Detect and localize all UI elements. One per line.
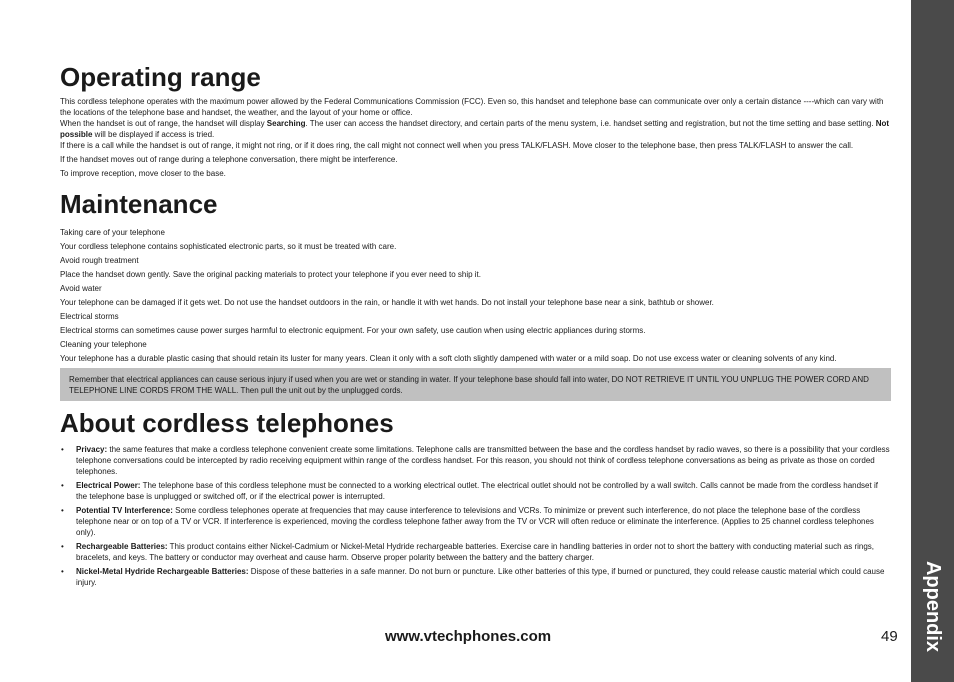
list-item — [60, 480, 891, 502]
list-item-label: Privacy: — [76, 445, 108, 454]
maintenance-paragraph: Avoid rough treatment — [60, 256, 139, 265]
text-run: will be displayed if access is tried. — [92, 130, 215, 139]
operating-range-heading: Operating range — [60, 62, 261, 92]
list-item-text: The telephone base of this cordless telephone must be connected to a working electrical outlet. The electrical outlet should not be controlled by a wall switch. Calls cannot be made from the cordless handset if the telephone base is unplugged or switched off, or if the electrical power is interrupted. — [76, 481, 878, 501]
maintenance-paragraph: Electrical storms can sometimes cause power surges harmful to electronic equipment. For your own safety, use caution when using electric appliances during storms. — [60, 326, 646, 335]
about-cordless-section — [60, 408, 891, 588]
about-cordless-heading: About cordless telephones — [60, 408, 394, 438]
list-item-label: Potential TV Interference: — [76, 506, 173, 515]
operating-range-section — [60, 62, 891, 179]
list-item-text: Dispose of these batteries in a safe manner. Do not burn or puncture. Like other batteries of this type, if burned or punctured, they could release caustic material which could cause injury. — [76, 567, 885, 587]
list-item — [60, 505, 891, 538]
page-number: 49 — [881, 628, 898, 645]
appendix-tab-label: Appendix — [922, 560, 944, 652]
list-item — [60, 541, 891, 563]
maintenance-paragraph: Taking care of your telephone — [60, 228, 165, 237]
list-item-text: This product contains either Nickel-Cadmium or Nickel-Metal Hydride rechargeable batteries. Exercise care in handling batteries in order not to short the battery with conducting material such as rings, bracelets, and keys. The battery or conductor may overheat and cause harm. Observe proper polarity between the battery and the battery charger. — [76, 542, 874, 562]
appendix-tab — [911, 530, 954, 682]
page-content — [60, 62, 891, 591]
maintenance-heading: Maintenance — [60, 189, 218, 219]
maintenance-paragraph: Cleaning your telephone — [60, 340, 147, 349]
list-item — [60, 444, 891, 477]
operating-range-paragraph — [60, 118, 891, 140]
maintenance-paragraph: Electrical storms — [60, 312, 119, 321]
sidebar-strip — [911, 0, 954, 530]
about-cordless-list — [60, 444, 891, 588]
list-item-text: the same features that make a cordless telephone convenient create some limitations. Telephone calls are transmitted between the base and the cordless handset by radio waves, so there is a possibility that your cordless telephone conversations could be intercepted by radio receiving equipment within range of the cordless handset. For this reason, you should not think of cordless telephone conversations as being as private as those on corded telephones. — [76, 445, 890, 476]
operating-range-paragraph: This cordless telephone operates with the maximum power allowed by the Federal Communications Commission (FCC). Even so, this handset and telephone base can communicate over only a certain distance ----which can vary with the locations of the telephone base and handset, the weather, and the layout of your home or office. — [60, 97, 884, 117]
text-run: . The user can access the handset directory, and certain parts of the menu system, i.e. handset setting and registration, but not the time setting and base setting. — [305, 119, 876, 128]
maintenance-paragraph: Your telephone can be damaged if it gets wet. Do not use the handset outdoors in the rain, or handle it with wet hands. Do not install your telephone base near a sink, bathtub or shower. — [60, 298, 714, 307]
safety-note-box: Remember that electrical appliances can cause serious injury if used when you are wet or standing in water. If your telephone base should fall into water, DO NOT RETRIEVE IT UNTIL YOU UNPLUG THE POWER CORD AND TELEPHONE LINE CORDS FROM THE WALL. Then pull the unit out by the unplugged cords. — [60, 368, 891, 401]
maintenance-paragraph: Avoid water — [60, 284, 102, 293]
maintenance-paragraph: Your cordless telephone contains sophisticated electronic parts, so it must be treated with care. — [60, 242, 397, 251]
list-item — [60, 566, 891, 588]
list-item-label: Electrical Power: — [76, 481, 141, 490]
maintenance-section — [60, 189, 891, 401]
text-run: When the handset is out of range, the handset will display — [60, 119, 267, 128]
operating-range-paragraph: If the handset moves out of range during a telephone conversation, there might be interference. — [60, 155, 398, 164]
footer-url-link[interactable]: www.vtechphones.com — [385, 628, 552, 645]
operating-range-paragraph: If there is a call while the handset is out of range, it might not ring, or if it does ring, the call might not connect well when you press TALK/FLASH. Move closer to the telephone base, then press TALK/FLASH to answer the call. — [60, 141, 854, 150]
list-item-label: Rechargeable Batteries: — [76, 542, 168, 551]
not-possible-label: Not possible — [60, 119, 890, 139]
operating-range-paragraph: To improve reception, move closer to the base. — [60, 169, 226, 178]
list-item-label: Nickel-Metal Hydride Rechargeable Batteries: — [76, 567, 249, 576]
list-item-text: Some cordless telephones operate at frequencies that may cause interference to televisions and VCRs. To minimize or prevent such interference, do not place the telephone base of the cordless telephone near or on top of a TV or VCR. If interference is experienced, moving the cordless telephone father away from the TV or VCR will often reduce or eliminate the interference. (Applies to 25 channel cordless telephones only). — [76, 506, 874, 537]
searching-label: Searching — [266, 119, 306, 128]
maintenance-paragraph: Your telephone has a durable plastic casing that should retain its luster for many years. Clean it only with a soft cloth slightly dampened with water or a mild soap. Do not use excess water or cleaning solvents of any kind. — [60, 354, 837, 363]
maintenance-paragraph: Place the handset down gently. Save the original packing materials to protect your telephone if you ever need to ship it. — [60, 270, 481, 279]
